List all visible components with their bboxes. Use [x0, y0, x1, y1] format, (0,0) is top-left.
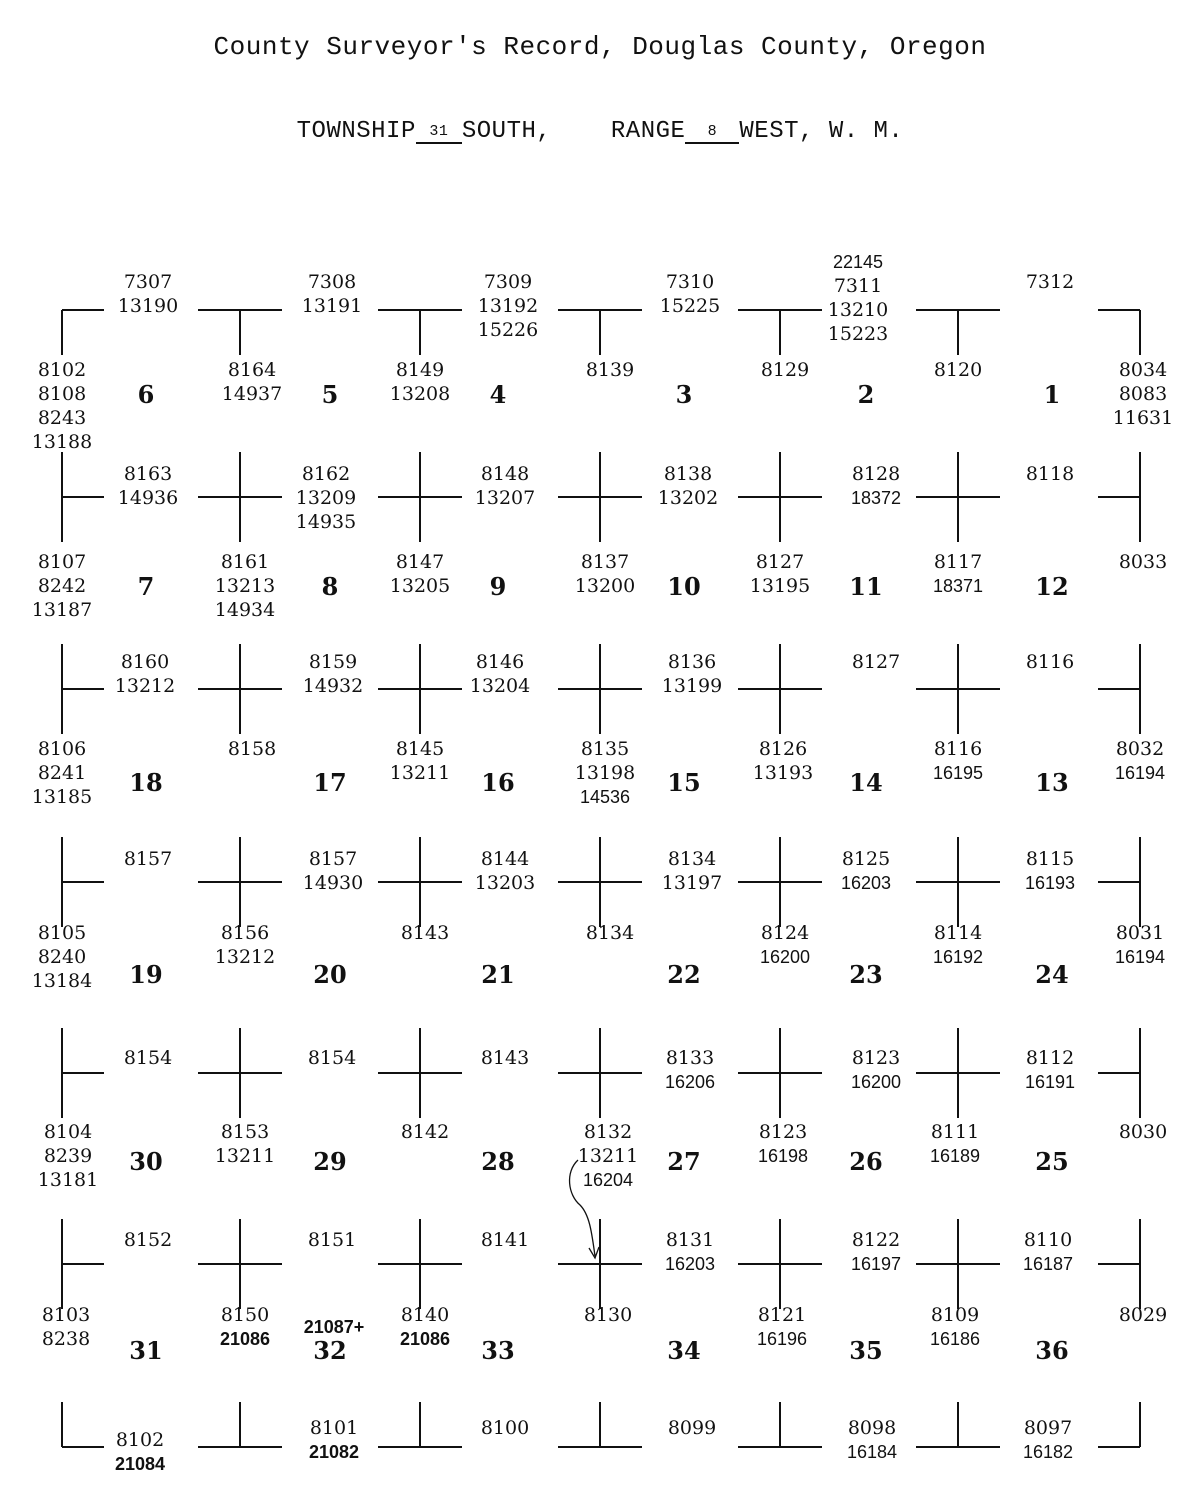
record-number: 16197 [850, 1254, 902, 1274]
record-number: 8138 [663, 463, 713, 485]
record-number: 8134 [667, 848, 717, 870]
record-number: 8243 [37, 407, 87, 429]
record-number: 14934 [214, 599, 276, 621]
record-number: 13193 [752, 762, 814, 784]
corner-record-r1d [730, 358, 840, 382]
range-prefix: RANGE [610, 118, 686, 145]
section-number-35: 35 [849, 1336, 883, 1365]
record-number: 8140 [400, 1304, 450, 1326]
record-number: 8109 [930, 1304, 980, 1326]
record-number: 8103 [41, 1304, 91, 1326]
record-number: 13199 [661, 675, 723, 697]
corner-record-r0f [995, 270, 1105, 294]
record-number: 15225 [659, 295, 721, 317]
record-number: 13212 [214, 946, 276, 968]
corner-record-r7e [903, 921, 1013, 969]
corner-record-r0b [277, 270, 387, 318]
record-number: 13203 [474, 872, 536, 894]
corner-record-r6c [450, 847, 560, 895]
corner-record-r12a [85, 1428, 195, 1476]
record-number: 8157 [308, 848, 358, 870]
record-number: 13185 [31, 786, 93, 808]
section-number-19: 19 [129, 960, 163, 989]
section-number-15: 15 [667, 768, 701, 797]
record-number: 8143 [400, 922, 450, 944]
record-number: 8142 [400, 1121, 450, 1143]
corner-record-r10f [993, 1228, 1103, 1276]
record-number: 8135 [580, 738, 630, 760]
record-number: 11631 [1112, 407, 1174, 429]
record-number: 8098 [847, 1417, 897, 1439]
record-number: 13200 [574, 575, 636, 597]
record-number: 13211 [214, 1145, 276, 1167]
record-number: 8030 [1118, 1121, 1168, 1143]
corner-record-r5w [7, 737, 117, 809]
section-number-9: 9 [489, 572, 507, 601]
section-number-29: 29 [313, 1147, 347, 1176]
section-number-12: 12 [1035, 572, 1069, 601]
section-number-25: 25 [1035, 1147, 1069, 1176]
section-number-6: 6 [137, 380, 155, 409]
corner-record-r5d [728, 737, 838, 785]
record-number: 8083 [1118, 383, 1168, 405]
section-number-17: 17 [313, 768, 347, 797]
record-number: 13211 [389, 762, 451, 784]
record-number: 8115 [1025, 848, 1075, 870]
record-number: 8120 [933, 359, 983, 381]
section-number-14: 14 [849, 768, 883, 797]
record-number: 7312 [1025, 271, 1075, 293]
record-number: 8104 [43, 1121, 93, 1143]
record-number: 16200 [759, 947, 811, 967]
record-number: 8139 [585, 359, 635, 381]
record-number: 16189 [929, 1146, 981, 1166]
record-number: 13188 [31, 431, 93, 453]
record-number: 16198 [757, 1146, 809, 1166]
record-number: 22145 [832, 252, 884, 272]
corner-record-r10e [821, 1228, 931, 1276]
record-number: 8032 [1115, 738, 1165, 760]
record-number: 8112 [1025, 1047, 1075, 1069]
corner-record-r8f [995, 1046, 1105, 1094]
record-number: 14536 [579, 787, 631, 807]
section-number-1: 1 [1043, 380, 1061, 409]
corner-record-r7d [730, 921, 840, 969]
corner-record-r1x [1088, 358, 1198, 430]
corner-record-r9b [370, 1120, 480, 1144]
township-suffix: SOUTH, [461, 118, 552, 145]
record-number: 13211 [577, 1145, 639, 1167]
section-number-4: 4 [489, 380, 507, 409]
record-number: 8102 [115, 1429, 165, 1451]
record-number: 8029 [1118, 1304, 1168, 1326]
record-number: 8034 [1118, 359, 1168, 381]
record-number: 8164 [227, 359, 277, 381]
record-number: 8162 [301, 463, 351, 485]
corner-record-r7x [1085, 921, 1195, 969]
record-number: 8161 [220, 551, 270, 573]
section-number-26: 26 [849, 1147, 883, 1176]
record-number: 7310 [665, 271, 715, 293]
corner-record-r4d [637, 650, 747, 698]
corner-record-r0e [803, 250, 913, 346]
corner-record-r6d [637, 847, 747, 895]
record-number: 8150 [220, 1304, 270, 1326]
corner-record-r8c [450, 1046, 560, 1070]
corner-record-r9x [1088, 1120, 1198, 1144]
record-number: 13207 [474, 487, 536, 509]
corner-record-r2a [93, 462, 203, 510]
corner-record-r4a [90, 650, 200, 698]
record-number: 8238 [41, 1328, 91, 1350]
corner-record-r6f [995, 847, 1105, 895]
corner-record-r0d [635, 270, 745, 318]
corner-record-r9d [728, 1120, 838, 1168]
section-number-2: 2 [857, 380, 875, 409]
record-number: 16187 [1022, 1254, 1074, 1274]
record-number: 8146 [475, 651, 525, 673]
record-number: 18371 [932, 576, 984, 596]
corner-record-r9c [553, 1120, 663, 1192]
record-number: 16203 [664, 1254, 716, 1274]
record-number: 13209 [295, 487, 357, 509]
corner-record-r1c [555, 358, 665, 382]
section-number-7: 7 [137, 572, 155, 601]
record-number: 8117 [933, 551, 983, 573]
corner-record-r7w [7, 921, 117, 993]
record-number: 14935 [295, 511, 357, 533]
corner-record-r3d [725, 550, 835, 598]
corner-record-r12f [993, 1416, 1103, 1464]
record-number: 21082 [308, 1442, 360, 1462]
record-number: 8144 [480, 848, 530, 870]
record-number: 8130 [583, 1304, 633, 1326]
section-number-13: 13 [1035, 768, 1069, 797]
corner-record-r11c [553, 1303, 663, 1327]
record-number: 8136 [667, 651, 717, 673]
corner-record-r4c [445, 650, 555, 698]
record-number: 8116 [1025, 651, 1075, 673]
corner-record-r4e [821, 650, 931, 674]
corner-record-r9w [13, 1120, 123, 1192]
corner-record-r2d [633, 462, 743, 510]
township-prefix: TOWNSHIP [296, 118, 416, 145]
record-number: 16193 [1024, 873, 1076, 893]
corner-record-r0a [93, 270, 203, 318]
record-number: 21086 [399, 1329, 451, 1349]
corner-record-r5b [365, 737, 475, 785]
record-number: 16203 [840, 873, 892, 893]
record-number: 8242 [37, 575, 87, 597]
corner-record-r2c [450, 462, 560, 510]
record-number: 13184 [31, 970, 93, 992]
record-number: 16182 [1022, 1442, 1074, 1462]
record-number: 8099 [667, 1417, 717, 1439]
record-number: 13204 [469, 675, 531, 697]
corner-record-r2e [821, 462, 931, 510]
section-number-27: 27 [667, 1147, 701, 1176]
corner-record-r3c [550, 550, 660, 598]
record-number: 8106 [37, 738, 87, 760]
record-number: 16194 [1114, 763, 1166, 783]
corner-record-r4b [278, 650, 388, 698]
corner-record-r1b [365, 358, 475, 406]
corner-record-r11d [727, 1303, 837, 1351]
corner-record-r2f [995, 462, 1105, 486]
record-number: 13198 [574, 762, 636, 784]
record-number: 8101 [309, 1417, 359, 1439]
record-number: 13187 [31, 599, 93, 621]
corner-record-r11w [11, 1303, 121, 1351]
section-number-11: 11 [849, 572, 883, 601]
corner-record-r2b [271, 462, 381, 534]
record-number: 8145 [395, 738, 445, 760]
record-number: 8132 [583, 1121, 633, 1143]
record-number: 8111 [930, 1121, 980, 1143]
record-number: 8116 [933, 738, 983, 760]
record-number: 16186 [929, 1329, 981, 1349]
corner-record-r8e [821, 1046, 931, 1094]
section-number-31: 31 [129, 1336, 163, 1365]
record-number: 8137 [580, 551, 630, 573]
record-number: 21086 [219, 1329, 271, 1349]
record-number: 8123 [758, 1121, 808, 1143]
record-number: 8123 [851, 1047, 901, 1069]
record-number: 8131 [665, 1229, 715, 1251]
record-number: 8107 [37, 551, 87, 573]
record-number: 13195 [749, 575, 811, 597]
corner-record-r6b [278, 847, 388, 895]
record-number: 8151 [307, 1229, 357, 1251]
section-number-16: 16 [481, 768, 515, 797]
section-number-24: 24 [1035, 960, 1069, 989]
record-number: 13210 [827, 299, 889, 321]
corner-record-r8a [93, 1046, 203, 1070]
corner-record-r5x [1085, 737, 1195, 785]
corner-record-r8d [635, 1046, 745, 1094]
corner-record-r10a [93, 1228, 203, 1252]
section-number-8: 8 [321, 572, 339, 601]
record-number: 18372 [850, 488, 902, 508]
record-number: 8153 [220, 1121, 270, 1143]
corner-record-r8b [277, 1046, 387, 1070]
record-number: 14930 [302, 872, 364, 894]
section-number-5: 5 [321, 380, 339, 409]
record-number: 8127 [851, 651, 901, 673]
record-number: 8148 [480, 463, 530, 485]
corner-record-r1a [197, 358, 307, 406]
record-number: 8097 [1023, 1417, 1073, 1439]
record-number: 7308 [307, 271, 357, 293]
record-number: 21087+ [303, 1317, 365, 1337]
record-number: 8102 [37, 359, 87, 381]
corner-record-r7b [370, 921, 480, 945]
record-number: 13190 [117, 295, 179, 317]
range-suffix: WEST, W. M. [739, 118, 904, 145]
record-number: 8125 [841, 848, 891, 870]
corner-record-r9a [190, 1120, 300, 1168]
section-number-33: 33 [481, 1336, 515, 1365]
record-number: 16191 [1024, 1072, 1076, 1092]
corner-record-r3b [365, 550, 475, 598]
record-number: 16204 [582, 1170, 634, 1190]
record-number: 14937 [221, 383, 283, 405]
corner-record-r12c [450, 1416, 560, 1440]
record-number: 8129 [760, 359, 810, 381]
section-number-36: 36 [1035, 1336, 1069, 1365]
record-number: 13208 [389, 383, 451, 405]
record-number: 8158 [227, 738, 277, 760]
record-number: 16195 [932, 763, 984, 783]
section-number-28: 28 [481, 1147, 515, 1176]
record-number: 13205 [389, 575, 451, 597]
corner-record-r3w [7, 550, 117, 622]
record-number: 13212 [114, 675, 176, 697]
corner-record-r12b [279, 1416, 389, 1464]
section-number-3: 3 [675, 380, 693, 409]
township-number: 31 [416, 122, 462, 144]
record-number: 8159 [308, 651, 358, 673]
corner-record-r3a [190, 550, 300, 622]
record-number: 8241 [37, 762, 87, 784]
record-number: 8163 [123, 463, 173, 485]
record-number: 8152 [123, 1229, 173, 1251]
section-number-21: 21 [481, 960, 515, 989]
record-number: 8100 [480, 1417, 530, 1439]
corner-record-r4f [995, 650, 1105, 674]
record-number: 8141 [480, 1229, 530, 1251]
corner-record-r3e [903, 550, 1013, 598]
record-number: 8240 [37, 946, 87, 968]
corner-record-r0c [453, 270, 563, 342]
record-number: 8143 [480, 1047, 530, 1069]
record-number: 8128 [851, 463, 901, 485]
corner-record-r10c [450, 1228, 560, 1252]
corner-record-r9e [900, 1120, 1010, 1168]
record-number: 16200 [850, 1072, 902, 1092]
record-number: 8156 [220, 922, 270, 944]
record-number: 8160 [120, 651, 170, 673]
record-number: 8154 [307, 1047, 357, 1069]
record-number: 8239 [43, 1145, 93, 1167]
section-number-32: 32 [313, 1336, 347, 1365]
range-number: 8 [685, 122, 739, 144]
record-number: 21084 [114, 1454, 166, 1474]
record-number: 8033 [1118, 551, 1168, 573]
corner-record-r5e [903, 737, 1013, 785]
corner-record-r11x [1088, 1303, 1198, 1327]
record-number: 16192 [932, 947, 984, 967]
section-number-22: 22 [667, 960, 701, 989]
record-number: 8114 [933, 922, 983, 944]
record-number: 14932 [302, 675, 364, 697]
record-number: 13213 [214, 575, 276, 597]
record-number: 13181 [37, 1169, 99, 1191]
document-title: County Surveyor's Record, Douglas County, Oregon [213, 32, 987, 62]
section-number-30: 30 [129, 1147, 163, 1176]
section-number-18: 18 [129, 768, 163, 797]
corner-record-r7a [190, 921, 300, 969]
corner-record-r3x [1088, 550, 1198, 574]
record-number: 7311 [833, 275, 883, 297]
record-number: 16196 [756, 1329, 808, 1349]
section-number-34: 34 [667, 1336, 701, 1365]
record-number: 15223 [827, 323, 889, 345]
corner-record-r11e [900, 1303, 1010, 1351]
corner-record-r1e [903, 358, 1013, 382]
section-number-10: 10 [667, 572, 701, 601]
record-number: 8147 [395, 551, 445, 573]
corner-record-r10b [277, 1228, 387, 1252]
record-number: 16194 [1114, 947, 1166, 967]
record-number: 8126 [758, 738, 808, 760]
record-number: 16184 [846, 1442, 898, 1462]
record-number: 8105 [37, 922, 87, 944]
record-number: 7307 [123, 271, 173, 293]
record-number: 8108 [37, 383, 87, 405]
section-number-20: 20 [313, 960, 347, 989]
corner-record-r12e [817, 1416, 927, 1464]
corner-record-r7c [555, 921, 665, 945]
record-number: 8149 [395, 359, 445, 381]
record-number: 8121 [757, 1304, 807, 1326]
record-number: 8031 [1115, 922, 1165, 944]
section-number-23: 23 [849, 960, 883, 989]
record-number: 13202 [657, 487, 719, 509]
record-number: 13192 [477, 295, 539, 317]
record-number: 8118 [1025, 463, 1075, 485]
corner-record-r1w [7, 358, 117, 454]
record-number: 8124 [760, 922, 810, 944]
corner-record-r5a [197, 737, 307, 761]
record-number: 13197 [661, 872, 723, 894]
corner-record-r12d [637, 1416, 747, 1440]
record-number: 15226 [477, 319, 539, 341]
record-number: 8122 [851, 1229, 901, 1251]
corner-record-r6a [93, 847, 203, 871]
record-number: 7309 [483, 271, 533, 293]
record-number: 8134 [585, 922, 635, 944]
record-number: 8157 [123, 848, 173, 870]
record-number: 8133 [665, 1047, 715, 1069]
corner-record-r6e [811, 847, 921, 895]
record-number: 16206 [664, 1072, 716, 1092]
corner-record-r5c [550, 737, 660, 809]
record-number: 14936 [117, 487, 179, 509]
corner-record-r10d [635, 1228, 745, 1276]
record-number: 13191 [301, 295, 363, 317]
record-number: 8110 [1023, 1229, 1073, 1251]
record-number: 8154 [123, 1047, 173, 1069]
record-number: 8127 [755, 551, 805, 573]
